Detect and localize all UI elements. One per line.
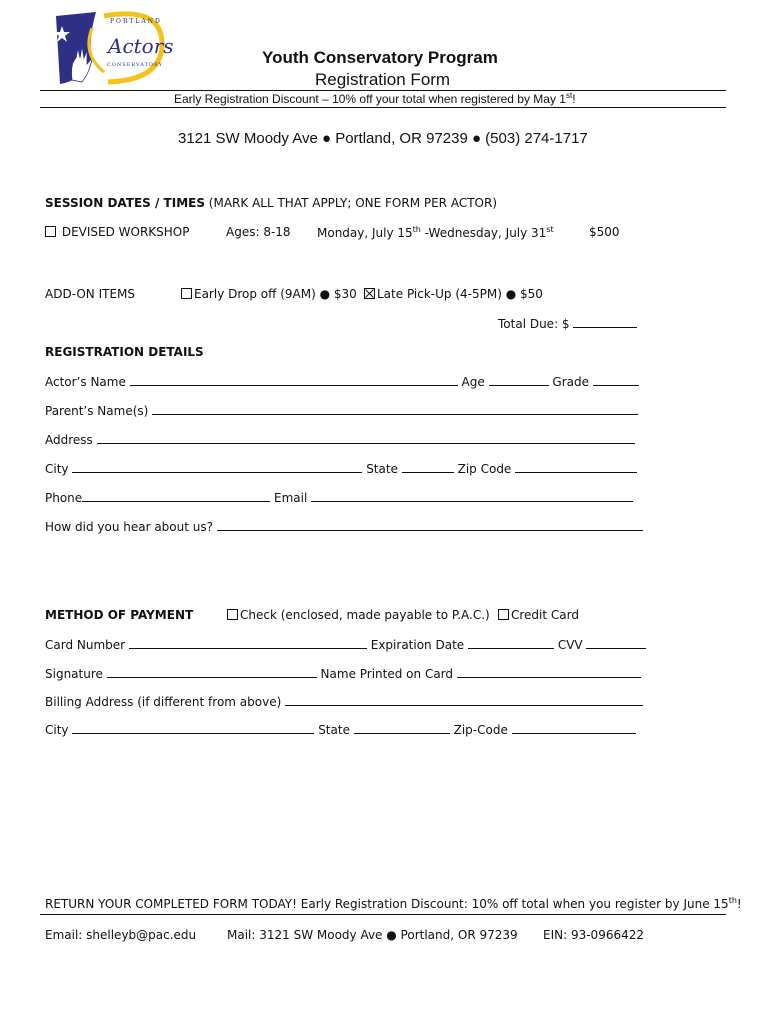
return-text: RETURN YOUR COMPLETED FORM TODAY! Early Registration Discount: 10% off total when you register by June 15 [45,897,729,911]
workshop-dates [317,225,554,240]
return-note [45,896,742,911]
billing-field[interactable] [285,694,643,706]
sessions-heading-bold: SESSION DATES / TIMES [45,196,205,210]
check-option[interactable] [227,608,490,622]
page-title: Youth Conservatory Program [262,48,498,67]
billing-zip-label: Zip-Code [453,723,508,737]
footer-email: Email: shelleyb@pac.edu [45,928,197,942]
phone-label: Phone [45,491,83,505]
sessions-heading [45,196,497,210]
city-row [45,461,637,476]
discount-note [174,91,576,106]
billing-state-label: State [318,723,350,737]
actor-row [45,374,639,389]
discount-sup: st [565,91,573,100]
workshop-price: $500 [589,225,620,239]
hear-row [45,519,643,534]
address-line: 3121 SW Moody Ave ● Portland, OR 97239 ● (503) 274-1717 [178,130,588,147]
total-due [498,316,637,331]
city-label: City [45,462,69,476]
total-due-label: Total Due: $ [498,317,570,331]
address-row [45,432,635,447]
signature-row [45,666,641,681]
dates-sup-b: st [546,225,554,234]
cvv-label: CVV [557,638,583,652]
footer-mail: Mail: 3121 SW Moody Ave ● Portland, OR 97239 [227,928,518,942]
logo-main-text: Actors [108,34,174,58]
credit-option[interactable] [498,608,579,622]
early-dropoff-label: Early Drop off (9AM) ● $30 [194,287,357,301]
payment-heading: METHOD OF PAYMENT [45,608,194,622]
return-sup: th [728,896,737,905]
late-pickup-checkbox[interactable] [364,288,375,299]
hear-label: How did you hear about us? [45,520,213,534]
page-subtitle: Registration Form [315,70,451,89]
billing-city-row [45,722,636,737]
total-due-field[interactable] [573,316,637,328]
zip-field[interactable] [515,461,637,473]
logo-top-text: PORTLAND [110,18,162,25]
sessions-heading-note: (MARK ALL THAT APPLY; ONE FORM PER ACTOR) [204,196,498,210]
billing-label: Billing Address (if different from above) [45,695,282,709]
name-printed-field[interactable] [457,666,641,678]
check-label: Check (enclosed, made payable to P.A.C.) [240,608,490,622]
parents-label: Parent’s Name(s) [45,404,149,418]
signature-field[interactable] [107,666,317,678]
name-printed-label: Name Printed on Card [320,667,454,681]
card-number-field[interactable] [129,637,367,649]
logo [52,10,174,86]
grade-field[interactable] [593,374,639,386]
workshop-option[interactable] [45,225,190,239]
actor-name-label: Actor’s Name [45,375,126,389]
workshop-label: DEVISED WORKSHOP [61,225,190,239]
age-field[interactable] [489,374,549,386]
early-dropoff-checkbox[interactable] [181,288,192,299]
address-field[interactable] [97,432,635,444]
dates-b: -Wednesday, July 31 [420,226,547,240]
zip-label: Zip Code [457,462,512,476]
check-checkbox[interactable] [227,609,238,620]
billing-city-field[interactable] [72,722,314,734]
billing-state-field[interactable] [354,722,450,734]
hear-field[interactable] [217,519,643,531]
billing-city-label: City [45,723,69,737]
signature-label: Signature [45,667,103,681]
state-label: State [366,462,398,476]
parents-row [45,403,638,418]
workshop-checkbox[interactable] [45,226,56,237]
state-field[interactable] [402,461,454,473]
credit-label: Credit Card [511,608,579,622]
email-field[interactable] [311,490,633,502]
billing-row [45,694,643,709]
actor-name-field[interactable] [130,374,458,386]
footer-divider [40,914,726,915]
discount-end: ! [572,92,576,106]
header-divider-bottom [40,107,726,108]
logo-bottom-text: CONSERVATORY [107,62,163,68]
dates-a: Monday, July 15 [317,226,413,240]
addons-label: ADD-ON ITEMS [45,287,136,301]
early-dropoff-option[interactable] [181,287,357,301]
dates-sup-a: th [412,225,421,234]
age-label: Age [461,375,485,389]
expiration-field[interactable] [468,637,554,649]
grade-label: Grade [552,375,589,389]
card-number-label: Card Number [45,638,126,652]
parents-field[interactable] [152,403,638,415]
address-label: Address [45,433,93,447]
late-pickup-option[interactable] [364,287,543,301]
late-pickup-label: Late Pick-Up (4-5PM) ● $50 [377,287,543,301]
email-label: Email [274,491,308,505]
card-row [45,637,646,652]
city-field[interactable] [72,461,362,473]
credit-checkbox[interactable] [498,609,509,620]
phone-row [45,490,633,505]
expiration-label: Expiration Date [370,638,465,652]
billing-zip-field[interactable] [512,722,636,734]
return-end: ! [736,897,742,911]
footer-ein: EIN: 93-0966422 [543,928,644,942]
cvv-field[interactable] [586,637,646,649]
discount-text: Early Registration Discount – 10% off your total when registered by May 1 [174,92,566,106]
phone-field[interactable] [82,490,270,502]
workshop-ages: Ages: 8-18 [226,225,291,239]
registration-heading: REGISTRATION DETAILS [45,345,204,359]
